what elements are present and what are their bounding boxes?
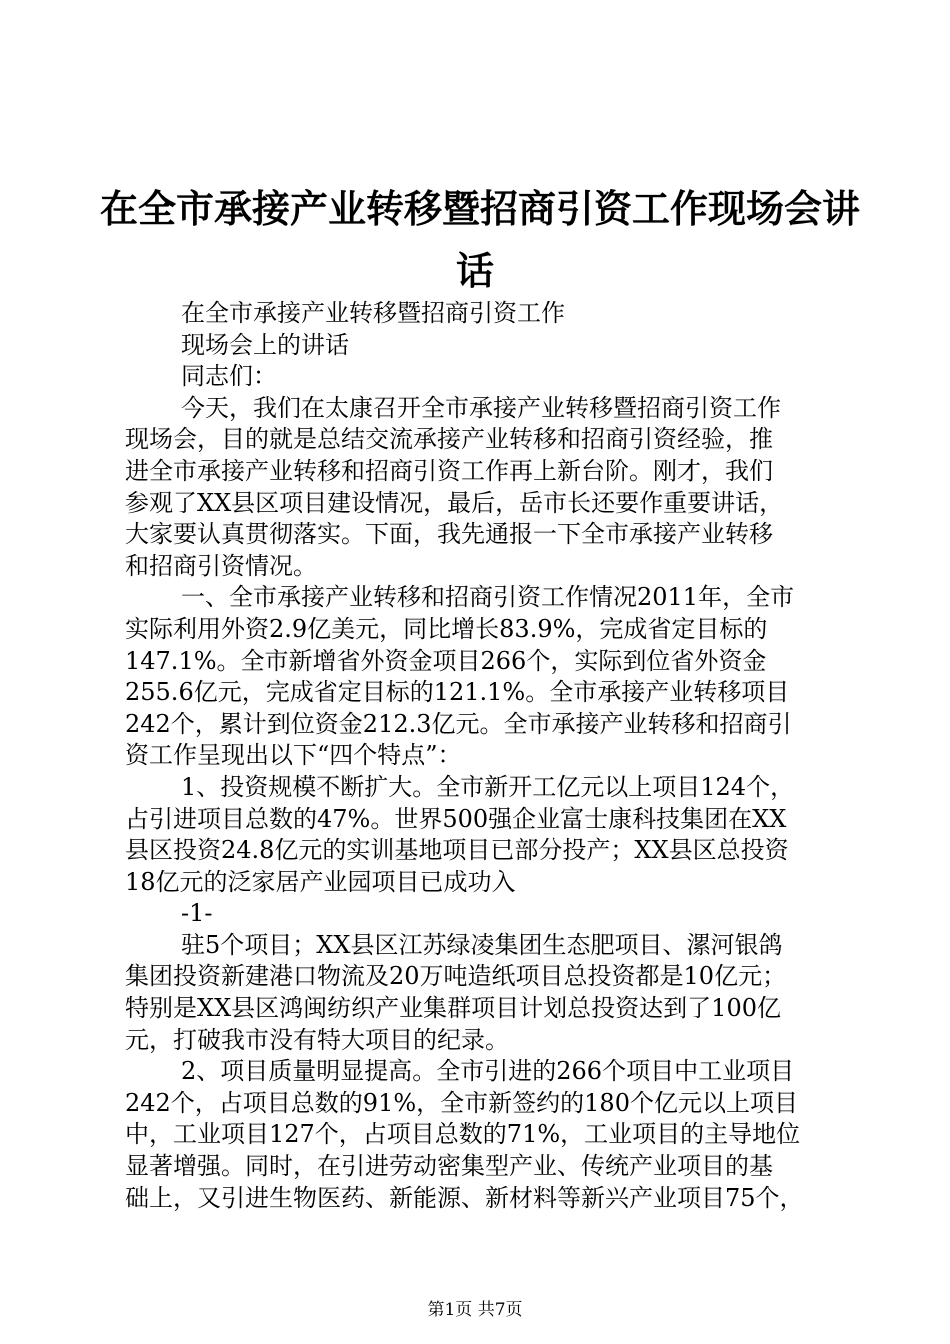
paragraph-line: 1、投资规模不断扩大。全市新开工亿元以上项目124个， bbox=[181, 772, 795, 801]
document-title-continued: 话 bbox=[455, 248, 494, 293]
document-title: 在全市承接产业转移暨招商引资工作现场会讲 bbox=[100, 186, 861, 231]
paragraph-line: 集团投资新建港口物流及20万吨造纸项目总投资都是10亿元； bbox=[125, 962, 787, 991]
paragraph-line: 显著增强。同时，在引进劳动密集型产业、传统产业项目的基 bbox=[125, 1152, 773, 1181]
paragraph-line: 2、项目质量明显提高。全市引进的266个项目中工业项目 bbox=[181, 1057, 795, 1086]
paragraph-line: 元，打破我市没有特大项目的纪录。 bbox=[125, 1025, 509, 1054]
paragraph-line: 占引进项目总数的47%。世界500强企业富士康科技集团在XX bbox=[125, 804, 787, 833]
paragraph-line: 一、全市承接产业转移和招商引资工作情况2011年，全市 bbox=[181, 583, 795, 612]
paragraph-line: 147.1%。全市新增省外资金项目266个，实际到位省外资金 bbox=[125, 646, 767, 675]
paragraph-line: 242个，累计到位资金212.3亿元。全市承接产业转移和招商引 bbox=[125, 709, 792, 738]
paragraph-line: 255.6亿元，完成省定目标的121.1%。全市承接产业转移项目 bbox=[125, 678, 790, 707]
paragraph-line: 资工作呈现出以下“四个特点”： bbox=[125, 741, 462, 770]
subtitle-line: 在全市承接产业转移暨招商引资工作 bbox=[181, 299, 565, 327]
paragraph-line: 242个，占项目总数的91%，全市新签约的180个亿元以上项目 bbox=[125, 1088, 798, 1117]
paragraph-line: 进全市承接产业转移和招商引资工作再上新台阶。刚才，我们 bbox=[125, 456, 773, 485]
paragraph-line: 今天，我们在太康召开全市承接产业转移暨招商引资工作 bbox=[181, 393, 781, 422]
paragraph-line: 现场会，目的就是总结交流承接产业转移和招商引资经验，推 bbox=[125, 425, 773, 454]
paragraph-line: 和招商引资情况。 bbox=[125, 551, 317, 580]
page-footer: 第1页 共7页 bbox=[427, 1300, 523, 1320]
document-body bbox=[125, 298, 845, 1214]
paragraph-line: 县区投资24.8亿元的实训基地项目已部分投产；XX县区总投资 bbox=[125, 836, 789, 865]
inline-page-marker: -1- bbox=[181, 899, 213, 928]
salutation: 同志们： bbox=[181, 362, 277, 391]
paragraph-line: 实际利用外资2.9亿美元，同比增长83.9%，完成省定目标的 bbox=[125, 614, 768, 643]
paragraph-line: 础上，又引进生物医药、新能源、新材料等新兴产业项目75个， bbox=[125, 1183, 804, 1212]
paragraph-line: 参观了XX县区项目建设情况，最后，岳市长还要作重要讲话， bbox=[125, 488, 784, 517]
paragraph-line: 大家要认真贯彻落实。下面，我先通报一下全市承接产业转移 bbox=[125, 520, 773, 549]
subtitle-line: 现场会上的讲话 bbox=[181, 330, 349, 359]
paragraph-line: 驻5个项目；XX县区江苏绿凌集团生态肥项目、漯河银鸽 bbox=[181, 930, 783, 959]
paragraph-line: 特别是XX县区鸿闽纺织产业集群项目计划总投资达到了100亿 bbox=[125, 994, 781, 1023]
paragraph-line: 中，工业项目127个，占项目总数的71%，工业项目的主导地位 bbox=[125, 1120, 801, 1149]
paragraph-line: 18亿元的泛家居产业园项目已成功入 bbox=[125, 867, 516, 896]
